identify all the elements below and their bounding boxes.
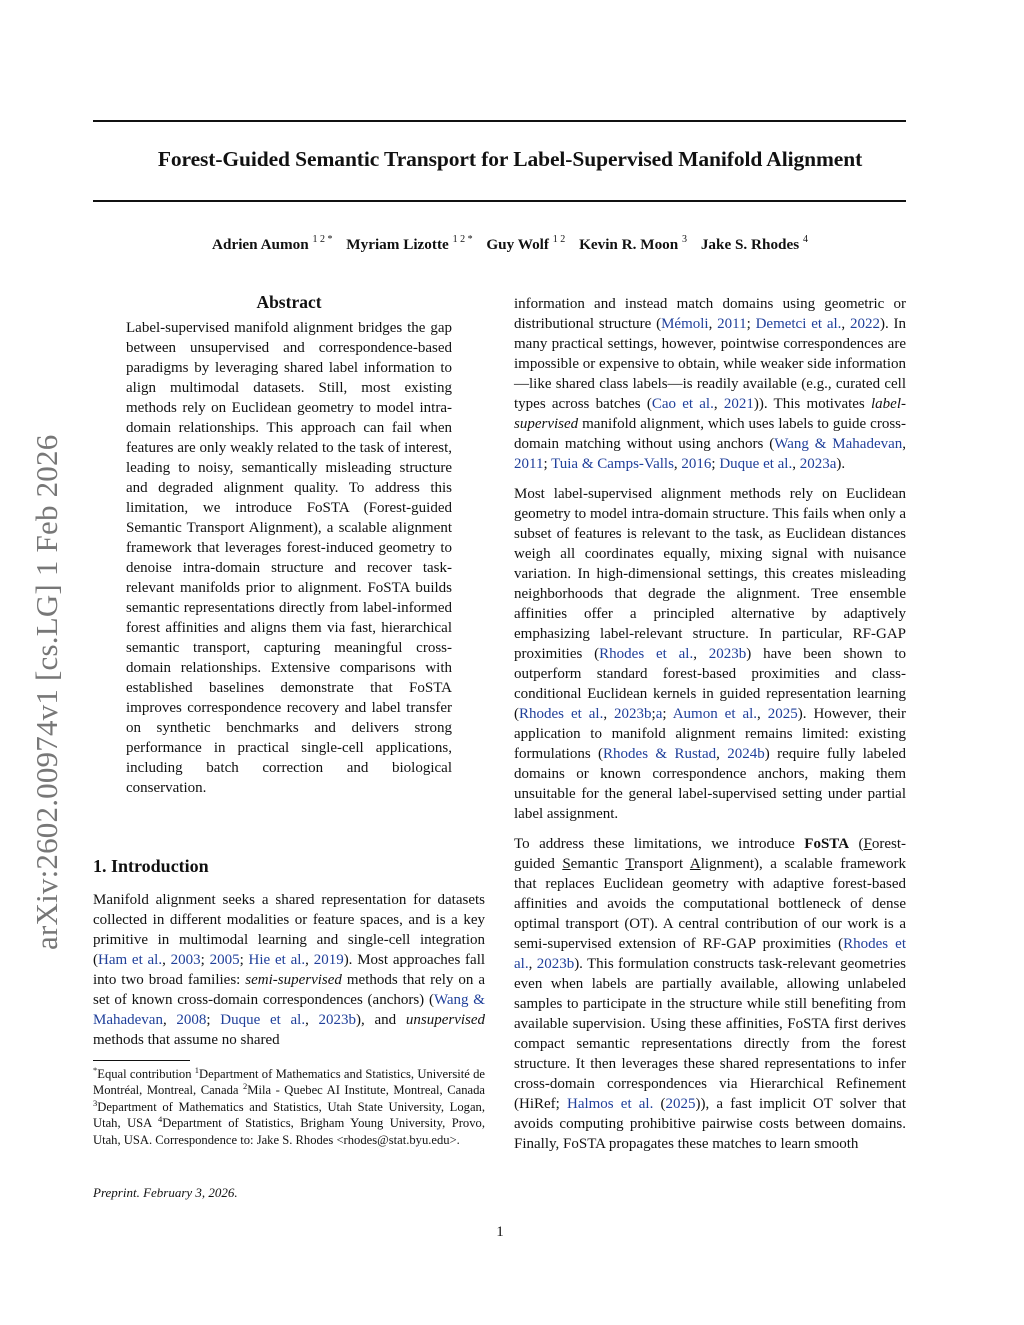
citation-link[interactable]: Rhodes et al. <box>519 706 604 722</box>
citation-link[interactable]: 2011 <box>717 316 747 332</box>
introduction <box>93 856 485 1050</box>
intro-paragraph: Manifold alignment seeks a shared representation for datasets collected in different modalities or feature spaces, and is a key primitive in multimodal learning and single-cell integration (Ham et al., 2003; 2005; Hie et al., 2019). Most approaches fall into two broad families: semi-supervised methods that rely on a set of known cross-domain correspondences (anchors) (Wang & Mahadevan, 2008; Duque et al., 2023b), and unsupervised methods that assume no shared <box>93 892 486 1048</box>
author: Jake S. Rhodes $^4$ <box>700 234 808 253</box>
author: Guy Wolf $^{1 2}$ <box>486 234 566 253</box>
citation-link[interactable]: Hie et al. <box>248 952 306 968</box>
citation-link[interactable]: 2024b <box>727 746 765 762</box>
title-rule-bottom <box>93 200 906 202</box>
citation-link[interactable]: 2021 <box>723 396 754 412</box>
citation-link[interactable]: 2023b <box>614 706 652 722</box>
citation-link[interactable]: Rhodes & Rustad <box>603 746 717 762</box>
author: Adrien Aumon $^{1 2 *}$ <box>212 234 333 253</box>
page-number: 1 <box>496 1224 504 1240</box>
citation-link[interactable]: 2025 <box>665 1096 696 1112</box>
citation-link[interactable]: 2019 <box>313 952 344 968</box>
citation-link[interactable]: 2023b <box>536 956 575 972</box>
citation-link[interactable]: Wang & Mahadevan <box>93 992 485 1028</box>
citation-link[interactable]: Demetci et al. <box>755 316 842 332</box>
citation-link[interactable]: 2003 <box>170 952 201 968</box>
abstract <box>126 292 452 798</box>
preprint-note: Preprint. February 3, 2026. <box>93 1185 238 1200</box>
citation-link[interactable]: Duque et al. <box>220 1012 306 1028</box>
citation-link[interactable]: Halmos et al. <box>566 1096 654 1112</box>
citation-link[interactable]: 2023b <box>708 646 747 662</box>
citation-link[interactable]: 2023a <box>799 456 837 472</box>
arxiv-identifier: arXiv:2602.00974v1 [cs.LG] 1 Feb 2026 <box>29 434 64 950</box>
abstract-text: Label-supervised manifold alignment bridges the gap between unsupervised and correspondence-based paradigms by leveraging shared label information to align multimodal datasets. Still, most existing methods rely on Euclidean geometry to model intra-domain relationships. This approach can fail when features are only weakly related to the task of interest, leading to noisy, semantically misleading structure and degraded alignment quality. To address this limitation, we introduce FoSTA (Forest-guided Semantic Transport Alignment), a scalable alignment framework that leverages forest-induced geometry to denoise intra-domain structure and recover task-relevant manifolds prior to alignment. FoSTA builds semantic representations directly from label-informed forest affinities and aligns them via fast, hierarchical semantic transport, capturing meaningful cross-domain relationships. Extensive comparisons with established baselines demonstrate that FoSTA improves correspondence recovery and label transfer on synthetic benchmarks and delivers strong performance in practical single-cell applications, including batch correction and biological conservation. <box>126 320 452 796</box>
citation-link[interactable]: 2025 <box>767 706 798 722</box>
citation-link[interactable]: 2011 <box>514 456 544 472</box>
citation-link[interactable]: Mémoli <box>661 316 709 332</box>
right-column <box>514 294 906 1154</box>
section-heading: 1. Introduction <box>93 856 209 876</box>
author: Kevin R. Moon $^3$ <box>579 234 688 253</box>
paragraph: Most label-supervised alignment methods rely on Euclidean geometry to model intra-domain structure. This fails when only a subset of features is relevant to the task, as Euclidean distances weigh all coordinates equally, mixing signal with nuisance variation. In high-dimensional settings, this creates misleading neighborhoods that degrade the alignment. Tree ensemble affinities offer a principled alternative by adaptively emphasizing label-relevant structure. In particular, RF-GAP proximities (Rhodes et al., 2023b) have been shown to outperform standard forest-based proximities and class-conditional Euclidean kernels in guided representation learning (Rhodes et al., 2023b;a; Aumon et al., 2025). However, their application to manifold alignment remains limited: existing formulations (Rhodes & Rustad, 2024b) require fully labeled domains or known correspondence anchors, making them unsuitable for the general label-supervised setting under partial label assignment. <box>514 486 907 822</box>
author: Myriam Lizotte $^{1 2 *}$ <box>346 234 473 253</box>
footnote-rule <box>93 1060 190 1061</box>
title-rule-top <box>93 120 906 122</box>
citation-link[interactable]: Rhodes et al. <box>599 646 694 662</box>
paper-title: Forest-Guided Semantic Transport for Label-Supervised Manifold Alignment <box>157 147 863 171</box>
paragraph: information and instead match domains using geometric or distributional structure (Mémoli, 2011; Demetci et al., 2022). In many practical settings, however, pointwise correspondences are impossible or expensive to obtain, while weaker side information—like shared class labels—is readily available (e.g., curated cell types across batches (Cao et al., 2021)). This motivates label-supervised manifold alignment, which uses labels to guide cross-domain matching without using anchors (Wang & Mahadevan, 2011; Tuia & Camps-Valls, 2016; Duque et al., 2023a). <box>514 296 907 472</box>
citation-link[interactable]: 2022 <box>849 316 880 332</box>
citation-link[interactable]: 2005 <box>209 952 240 968</box>
citation-link[interactable]: Tuia & Camps-Valls <box>551 456 674 472</box>
citation-link[interactable]: Cao et al. <box>651 396 714 412</box>
citation-link[interactable]: Rhodes et al. <box>514 936 907 972</box>
citation-link[interactable]: a <box>655 706 663 722</box>
citation-link[interactable]: 2008 <box>176 1012 207 1028</box>
citation-link[interactable]: 2016 <box>681 456 712 472</box>
footnote: *Equal contribution $^1$Department of Mathematics and Statistics, Université de Montréal, Montreal, Canada $^2$Mila - Quebec AI Institute, Montreal, Canada $^3$Department of Mathematics and Statistics, Utah State University, Logan, Utah, USA $^4$Department of Statistics, Brigham Young University, Provo, Utah, USA. Correspondence to: Jake S. Rhodes <rhodes@stat.byu.edu>. <box>93 1065 485 1147</box>
citation-link[interactable]: Ham et al. <box>98 952 163 968</box>
paragraph: To address these limitations, we introduce FoSTA (Forest-guided Semantic Transport Alignment), a scalable framework that replaces Euclidean geometry with adaptive forest-based affinities and avoids the computational bottleneck of dense optimal transport (OT). A central contribution of our work is a semi-supervised extension of RF-GAP proximities (Rhodes et al., 2023b). This formulation constructs task-relevant geometries even when labels are partially available, allowing unlabeled samples to participate in the structure while still benefiting from available supervision. Using these affinities, FoSTA first derives compact semantic representations directly from the forest structure. It then leverages these shared representations to infer cross-domain correspondences via Hierarchical Refinement (HiRef; Halmos et al. (2025)), a fast implicit OT solver that avoids computing prohibitive pairwise costs between domains. Finally, FoSTA propagates these matches to learn smooth <box>514 836 907 1152</box>
citation-link[interactable]: 2023b <box>318 1012 357 1028</box>
citation-link[interactable]: Aumon et al. <box>672 706 758 722</box>
author-list <box>60 236 960 254</box>
citation-link[interactable]: Wang & Mahadevan <box>774 436 903 452</box>
abstract-heading: Abstract <box>256 292 322 312</box>
citation-link[interactable]: Duque et al. <box>719 456 793 472</box>
